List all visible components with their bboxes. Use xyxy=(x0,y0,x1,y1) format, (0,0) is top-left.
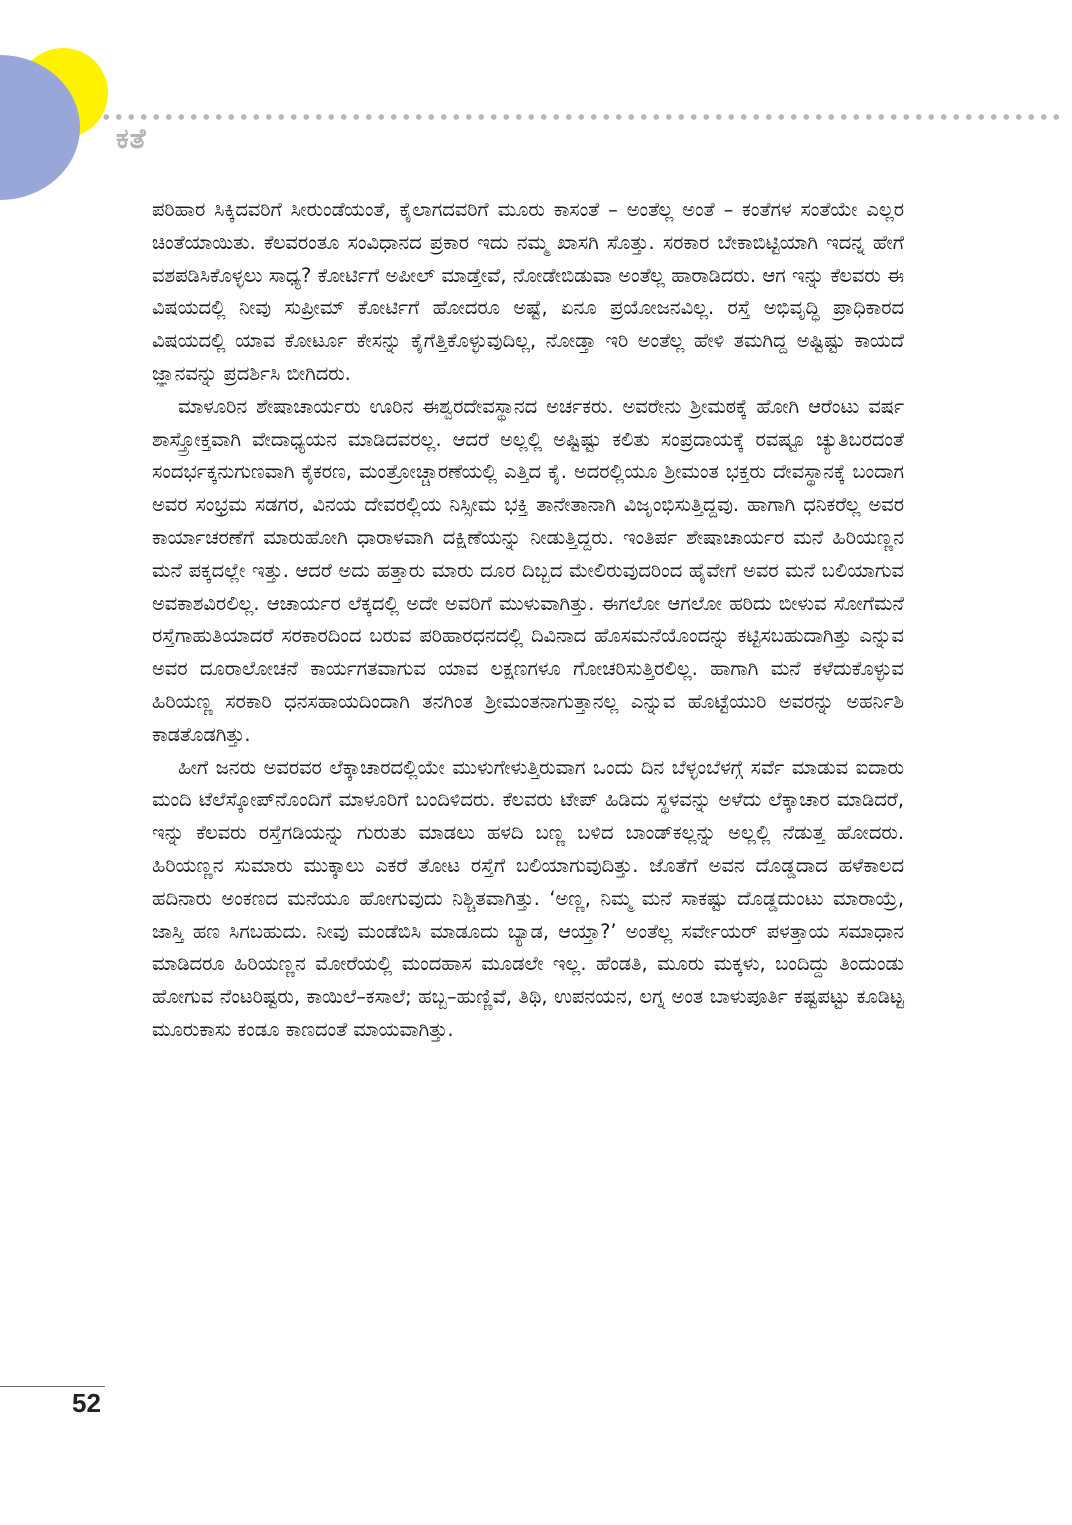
article-paragraph: ಹೀಗೆ ಜನರು ಅವರವರ ಲೆಕ್ಕಾಚಾರದಲ್ಲಿಯೇ ಮುಳುಗೇಳುತ್ತಿರುವಾಗ ಒಂದು ದಿನ ಬೆಳ್ಳಂಬೆಳಗ್ಗೆ ಸರ್ವೆ ಮಾಡುವ ಐದಾರು ಮಂದಿ ಟೆಲೆಸ್ಕೋಪ್‌ನೊಂದಿಗೆ ಮಾಳೂರಿಗೆ ಬಂದಿಳಿದರು. ಕೆಲವರು ಟೇಪ್ ಹಿಡಿದು ಸ್ಥಳವನ್ನು ಅಳೆದು ಲೆಕ್ಕಾಚಾರ ಮಾಡಿದರೆ, ಇನ್ನು ಕೆಲವರು ರಸ್ತೆಗಡಿಯನ್ನು ಗುರುತು ಮಾಡಲು ಹಳದಿ ಬಣ್ಣ ಬಳಿದ ಬಾಂಡ್‌ಕಲ್ಲನ್ನು ಅಲ್ಲಲ್ಲಿ ನೆಡುತ್ತ ಹೋದರು. ಹಿರಿಯಣ್ಣನ ಸುಮಾರು ಮುಕ್ಕಾಲು ಎಕರೆ ತೋಟ ರಸ್ತೆಗೆ ಬಲಿಯಾಗುವುದಿತ್ತು. ಜೊತೆಗೆ ಅವನ ದೊಡ್ಡದಾದ ಹಳೆಕಾಲದ ಹದಿನಾರು ಅಂಕಣದ ಮನೆಯೂ ಹೋಗುವುದು ನಿಶ್ಚಿತವಾಗಿತ್ತು. ‘ಅಣ್ಣ, ನಿಮ್ಮ ಮನೆ ಸಾಕಷ್ಟು ದೊಡ್ಡದುಂಟು ಮಾರಾಯ್ರೆ, ಜಾಸ್ತಿ ಹಣ ಸಿಗಬಹುದು. ನೀವು ಮಂಡೆಬಿಸಿ ಮಾಡೂದು ಬ್ಯಾಡ, ಆಯ್ತಾ?’ ಅಂತೆಲ್ಲ ಸರ್ವೇಯರ್ ಪಳತ್ತಾಯ ಸಮಾಧಾನ ಮಾಡಿದರೂ ಹಿರಿಯಣ್ಣನ ಮೋರೆಯಲ್ಲಿ ಮಂದಹಾಸ ಮೂಡಲೇ ಇಲ್ಲ. ಹೆಂಡತಿ, ಮೂರು ಮಕ್ಕಳು, ಬಂದಿದ್ದು ತಿಂದುಂಡು ಹೋಗುವ ನೆಂಟರಿಷ್ಟರು, ಕಾಯಿಲೆ–ಕಸಾಲೆ; ಹಬ್ಬ–ಹುಣ್ಣಿವೆ, ತಿಥಿ, ಉಪನಯನ, ಲಗ್ನ ಅಂತ ಬಾಳುಪೂರ್ತಿ ಕಷ್ಟಪಟ್ಟು ಕೂಡಿಟ್ಟ ಮೂರುಕಾಸು ಕಂಡೂ ಕಾಣದಂತೆ ಮಾಯವಾಗಿತ್ತು. xyxy=(152,755,904,1041)
article-paragraph: ಪರಿಹಾರ ಸಿಕ್ಕಿದವರಿಗೆ ಸೀರುಂಡೆಯಂತೆ, ಕೈಲಾಗದವರಿಗೆ ಮೂರು ಕಾಸಂತೆ – ಅಂತೆಲ್ಲ ಅಂತೆ – ಕಂತೆಗಳ ಸಂತೆಯೇ ಎಲ್ಲರ ಚಿಂತೆಯಾಯಿತು. ಕೆಲವರಂತೂ ಸಂವಿಧಾನದ ಪ್ರಕಾರ ಇದು ನಮ್ಮ ಖಾಸಗಿ ಸೊತ್ತು. ಸರಕಾರ ಬೇಕಾಬಿಟ್ಟಿಯಾಗಿ ಇದನ್ನ ಹೇಗೆ ವಶಪಡಿಸಿಕೊಳ್ಳಲು ಸಾಧ್ಯ? ಕೋರ್ಟಿಗೆ ಅಪೀಲ್ ಮಾಡ್ತೇವೆ, ನೋಡೇಬಿಡುವಾ ಅಂತೆಲ್ಲ ಹಾರಾಡಿದರು. ಆಗ ಇನ್ನು ಕೆಲವರು ಈ ವಿಷಯದಲ್ಲಿ ನೀವು ಸುಪ್ರೀಮ್ ಕೋರ್ಟಿಗೆ ಹೋದರೂ ಅಷ್ಟೆ, ಏನೂ ಪ್ರಯೋಜನವಿಲ್ಲ. ರಸ್ತೆ ಅಭಿವೃದ್ಧಿ ಪ್ರಾಧಿಕಾರದ ವಿಷಯದಲ್ಲಿ ಯಾವ ಕೋರ್ಟೂ ಕೇಸನ್ನು ಕೈಗೆತ್ತಿಕೊಳ್ಳುವುದಿಲ್ಲ, ನೋಡ್ತಾ ಇರಿ ಅಂತೆಲ್ಲ ಹೇಳಿ ತಮಗಿದ್ದ ಅಷ್ಟಿಷ್ಟು ಕಾಯದೆ ಜ್ಞಾನವನ್ನು ಪ್ರದರ್ಶಿಸಿ ಬೀಗಿದರು. xyxy=(152,198,904,385)
footer-rule xyxy=(0,1386,105,1387)
header-dotted-rule xyxy=(100,113,1065,121)
article-paragraph: ಮಾಳೂರಿನ ಶೇಷಾಚಾರ್ಯರು ಊರಿನ ಈಶ್ವರದೇವಸ್ಥಾನದ ಅರ್ಚಕರು. ಅವರೇನು ಶ್ರೀಮಠಕ್ಕೆ ಹೋಗಿ ಆರೆಂಟು ವರ್ಷ ಶಾಸ್ತ್ರೋಕ್ತವಾಗಿ ವೇದಾಧ್ಯಯನ ಮಾಡಿದವರಲ್ಲ. ಆದರೆ ಅಲ್ಲಲ್ಲಿ ಅಷ್ಟಿಷ್ಟು ಕಲಿತು ಸಂಪ್ರದಾಯಕ್ಕೆ ರವಷ್ಟೂ ಚ್ಯುತಿಬರದಂತೆ ಸಂದರ್ಭಕ್ಕನುಗುಣವಾಗಿ ಕೈಕರಣ, ಮಂತ್ರೋಚ್ಚಾರಣೆಯಲ್ಲಿ ಎತ್ತಿದ ಕೈ. ಅದರಲ್ಲಿಯೂ ಶ್ರೀಮಂತ ಭಕ್ತರು ದೇವಸ್ಥಾನಕ್ಕೆ ಬಂದಾಗ ಅವರ ಸಂಭ್ರಮ ಸಡಗರ, ವಿನಯ ದೇವರಲ್ಲಿಯ ನಿಸ್ಸೀಮ ಭಕ್ತಿ ತಾನೇತಾನಾಗಿ ವಿಜೃಂಭಿಸುತ್ತಿದ್ದವು. ಹಾಗಾಗಿ ಧನಿಕರೆಲ್ಲ ಅವರ ಕಾರ್ಯಾಚರಣೆಗೆ ಮಾರುಹೋಗಿ ಧಾರಾಳವಾಗಿ ದಕ್ಷಿಣೆಯನ್ನು ನೀಡುತ್ತಿದ್ದರು. ಇಂತಿರ್ಪ ಶೇಷಾಚಾರ್ಯರ ಮನೆ ಹಿರಿಯಣ್ಣನ ಮನೆ ಪಕ್ಕದಲ್ಲೇ ಇತ್ತು. ಆದರೆ ಅದು ಹತ್ತಾರು ಮಾರು ದೂರ ದಿಬ್ಬದ ಮೇಲಿರುವುದರಿಂದ ಹೈವೇಗೆ ಅವರ ಮನೆ ಬಲಿಯಾಗುವ ಅವಕಾಶವಿರಲಿಲ್ಲ. ಆಚಾರ್ಯರ ಲೆಕ್ಕದಲ್ಲಿ ಅದೇ ಅವರಿಗೆ ಮುಳುವಾಗಿತ್ತು. ಈಗಲೋ ಆಗಲೋ ಹರಿದು ಬೀಳುವ ಸೋಗೆಮನೆ ರಸ್ತೆಗಾಹುತಿಯಾದರೆ ಸರಕಾರದಿಂದ ಬರುವ ಪರಿಹಾರಧನದಲ್ಲಿ ದಿವಿನಾದ ಹೊಸಮನೆಯೊಂದನ್ನು ಕಟ್ಟಿಸಬಹುದಾಗಿತ್ತು ಎನ್ನುವ ಅವರ ದೂರಾಲೋಚನೆ ಕಾರ್ಯಗತವಾಗುವ ಯಾವ ಲಕ್ಷಣಗಳೂ ಗೋಚರಿಸುತ್ತಿರಲಿಲ್ಲ. ಹಾಗಾಗಿ ಮನೆ ಕಳೆದುಕೊಳ್ಳುವ ಹಿರಿಯಣ್ಣ ಸರಕಾರಿ ಧನಸಹಾಯದಿಂದಾಗಿ ತನಗಿಂತ ಶ್ರೀಮಂತನಾಗುತ್ತಾನಲ್ಲ ಎನ್ನುವ ಹೊಟ್ಟೆಯುರಿ ಅವರನ್ನು ಅಹರ್ನಿಶಿ ಕಾಡತೊಡಗಿತ್ತು. xyxy=(152,394,904,746)
page-number: 52 xyxy=(72,1388,101,1418)
section-label: ಕತೆ xyxy=(116,122,147,155)
article-body xyxy=(152,194,904,1047)
